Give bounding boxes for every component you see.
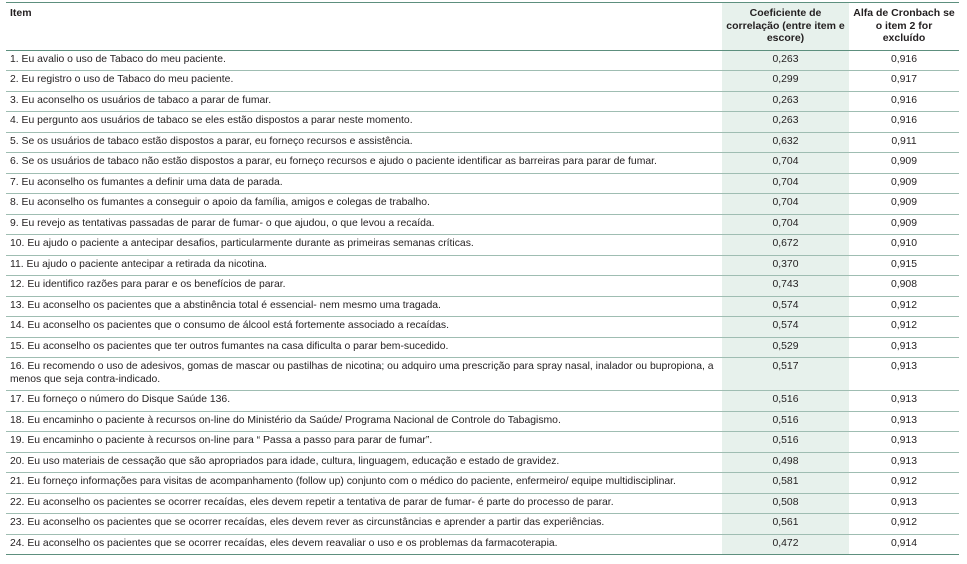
- cronbach-alpha-cell: 0,908: [849, 276, 959, 297]
- coefficient-cell: 0,529: [722, 337, 849, 358]
- coefficient-cell: 0,516: [722, 432, 849, 453]
- cronbach-alpha-cell: 0,909: [849, 173, 959, 194]
- table-row: [6, 493, 959, 514]
- cronbach-alpha-cell: 0,913: [849, 337, 959, 358]
- coefficient-cell: 0,508: [722, 493, 849, 514]
- item-cell: 22. Eu aconselho os pacientes se ocorrer recaídas, eles devem repetir a tentativa de parar de fumar- é parte do processo de parar.: [6, 493, 722, 514]
- cronbach-alpha-cell: 0,909: [849, 194, 959, 215]
- table-row: [6, 132, 959, 153]
- item-cell: 24. Eu aconselho os pacientes que se ocorrer recaídas, eles devem reavaliar o uso e os problemas da farmacoterapia.: [6, 534, 722, 555]
- cronbach-alpha-cell: 0,909: [849, 214, 959, 235]
- item-cell: 10. Eu ajudo o paciente a antecipar desafios, particularmente durante as primeiras semanas críticas.: [6, 235, 722, 256]
- item-cell: 7. Eu aconselho os fumantes a definir uma data de parada.: [6, 173, 722, 194]
- item-cell: 15. Eu aconselho os pacientes que ter outros fumantes na casa dificulta o parar bem-sucedido.: [6, 337, 722, 358]
- cronbach-alpha-cell: 0,917: [849, 71, 959, 92]
- table-header-row: [6, 3, 959, 51]
- item-cell: 19. Eu encaminho o paciente à recursos on-line para “ Passa a passo para parar de fumar”.: [6, 432, 722, 453]
- item-cell: 12. Eu identifico razões para parar e os benefícios de parar.: [6, 276, 722, 297]
- coefficient-cell: 0,574: [722, 317, 849, 338]
- coefficient-cell: 0,299: [722, 71, 849, 92]
- item-cell: 23. Eu aconselho os pacientes que se ocorrer recaídas, eles devem rever as circunstâncias e aprender a partir das experiências.: [6, 514, 722, 535]
- table-row: [6, 194, 959, 215]
- coefficient-cell: 0,516: [722, 411, 849, 432]
- item-cell: 20. Eu uso materiais de cessação que são apropriados para idade, cultura, linguagem, educação e estado de gravidez.: [6, 452, 722, 473]
- table-row: [6, 50, 959, 71]
- coefficient-cell: 0,263: [722, 91, 849, 112]
- coefficient-cell: 0,517: [722, 358, 849, 391]
- item-cell: 6. Se os usuários de tabaco não estão dispostos a parar, eu forneço recursos e ajudo o paciente identificar as barreiras para parar de fumar.: [6, 153, 722, 174]
- table-row: [6, 432, 959, 453]
- table-row: [6, 534, 959, 555]
- table-row: [6, 358, 959, 391]
- cronbach-alpha-cell: 0,909: [849, 153, 959, 174]
- item-cell: 17. Eu forneço o número do Disque Saúde 136.: [6, 391, 722, 412]
- cronbach-alpha-cell: 0,916: [849, 50, 959, 71]
- header-coefficient: Coeficiente de correlação (entre item e escore): [722, 3, 849, 51]
- coefficient-cell: 0,516: [722, 391, 849, 412]
- table-row: [6, 153, 959, 174]
- cronbach-alpha-cell: 0,916: [849, 91, 959, 112]
- coefficient-cell: 0,672: [722, 235, 849, 256]
- cronbach-alpha-cell: 0,912: [849, 296, 959, 317]
- item-statistics-table: [6, 2, 959, 555]
- cronbach-alpha-cell: 0,913: [849, 452, 959, 473]
- coefficient-cell: 0,704: [722, 173, 849, 194]
- coefficient-cell: 0,263: [722, 112, 849, 133]
- table-row: [6, 411, 959, 432]
- cronbach-alpha-cell: 0,914: [849, 534, 959, 555]
- table-row: [6, 452, 959, 473]
- item-cell: 9. Eu revejo as tentativas passadas de parar de fumar- o que ajudou, o que levou a recaída.: [6, 214, 722, 235]
- item-cell: 2. Eu registro o uso de Tabaco do meu paciente.: [6, 71, 722, 92]
- table-row: [6, 112, 959, 133]
- table-row: [6, 91, 959, 112]
- coefficient-cell: 0,704: [722, 194, 849, 215]
- coefficient-cell: 0,704: [722, 153, 849, 174]
- coefficient-cell: 0,370: [722, 255, 849, 276]
- table-row: [6, 337, 959, 358]
- item-cell: 8. Eu aconselho os fumantes a conseguir o apoio da família, amigos e colegas de trabalho.: [6, 194, 722, 215]
- item-cell: 3. Eu aconselho os usuários de tabaco a parar de fumar.: [6, 91, 722, 112]
- coefficient-cell: 0,743: [722, 276, 849, 297]
- cronbach-alpha-cell: 0,912: [849, 473, 959, 494]
- cronbach-alpha-cell: 0,916: [849, 112, 959, 133]
- item-cell: 11. Eu ajudo o paciente antecipar a retirada da nicotina.: [6, 255, 722, 276]
- coefficient-cell: 0,574: [722, 296, 849, 317]
- cronbach-alpha-cell: 0,911: [849, 132, 959, 153]
- cronbach-alpha-cell: 0,915: [849, 255, 959, 276]
- table-row: [6, 173, 959, 194]
- item-cell: 14. Eu aconselho os pacientes que o consumo de álcool está fortemente associado a recaídas.: [6, 317, 722, 338]
- item-cell: 21. Eu forneço informações para visitas de acompanhamento (follow up) conjunto com o médico do paciente, enfermeiro/ equipe multidisciplinar.: [6, 473, 722, 494]
- coefficient-cell: 0,704: [722, 214, 849, 235]
- item-cell: 4. Eu pergunto aos usuários de tabaco se eles estão dispostos a parar neste momento.: [6, 112, 722, 133]
- cronbach-alpha-cell: 0,913: [849, 358, 959, 391]
- table-row: [6, 71, 959, 92]
- table-body: [6, 50, 959, 555]
- table-row: [6, 276, 959, 297]
- table-row: [6, 255, 959, 276]
- table-row: [6, 214, 959, 235]
- table-row: [6, 391, 959, 412]
- coefficient-cell: 0,581: [722, 473, 849, 494]
- table-row: [6, 317, 959, 338]
- coefficient-cell: 0,498: [722, 452, 849, 473]
- table-row: [6, 514, 959, 535]
- coefficient-cell: 0,561: [722, 514, 849, 535]
- header-item: Item: [6, 3, 722, 51]
- cronbach-alpha-cell: 0,913: [849, 493, 959, 514]
- header-cronbach-alpha: Alfa de Cronbach se o item 2 for excluído: [849, 3, 959, 51]
- coefficient-cell: 0,472: [722, 534, 849, 555]
- cronbach-alpha-cell: 0,910: [849, 235, 959, 256]
- table-row: [6, 473, 959, 494]
- cronbach-alpha-cell: 0,913: [849, 411, 959, 432]
- coefficient-cell: 0,263: [722, 50, 849, 71]
- table-row: [6, 296, 959, 317]
- item-cell: 18. Eu encaminho o paciente à recursos on-line do Ministério da Saúde/ Programa Nacional de Controle do Tabagismo.: [6, 411, 722, 432]
- cronbach-alpha-cell: 0,912: [849, 514, 959, 535]
- table-row: [6, 235, 959, 256]
- coefficient-cell: 0,632: [722, 132, 849, 153]
- item-cell: 16. Eu recomendo o uso de adesivos, gomas de mascar ou pastilhas de nicotina; ou adquiro uma prescrição para spray nasal, inalador ou bupropiona, a menos que seja contra-indicado.: [6, 358, 722, 391]
- item-cell: 13. Eu aconselho os pacientes que a abstinência total é essencial- nem mesmo uma tragada.: [6, 296, 722, 317]
- item-cell: 5. Se os usuários de tabaco estão dispostos a parar, eu forneço recursos e assistência.: [6, 132, 722, 153]
- item-cell: 1. Eu avalio o uso de Tabaco do meu paciente.: [6, 50, 722, 71]
- cronbach-alpha-cell: 0,913: [849, 391, 959, 412]
- cronbach-alpha-cell: 0,912: [849, 317, 959, 338]
- cronbach-alpha-cell: 0,913: [849, 432, 959, 453]
